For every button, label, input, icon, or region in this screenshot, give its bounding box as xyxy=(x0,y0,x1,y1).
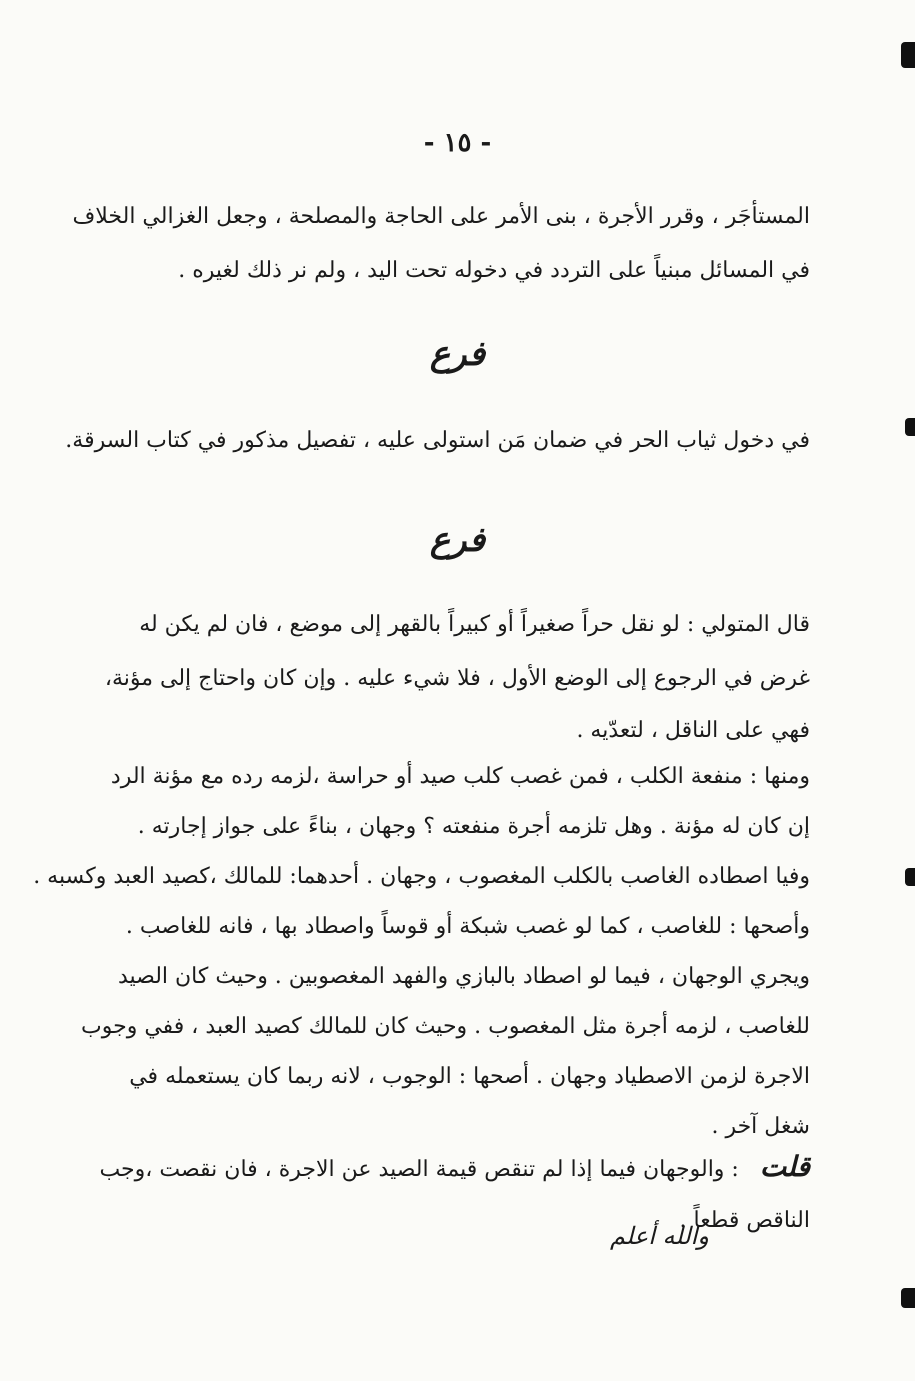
text-line: إن كان له مؤنة . وهل تلزمه أجرة منفعته ؟ وجهان ، بناءً على جواز إجارته . xyxy=(137,814,810,839)
section-heading: فرع xyxy=(429,520,486,560)
text-line: الناقص قطعاً . xyxy=(679,1208,810,1233)
text-line: في المسائل مبنياً على التردد في دخوله تحت اليد ، ولم نر ذلك لغيره . xyxy=(178,258,810,283)
text-line: وفيا اصطاده الغاصب بالكلب المغصوب ، وجهان . أحدهما: للمالك ،كصيد العبد وكسبه . xyxy=(33,864,810,889)
text-line: غرض في الرجوع إلى الوضع الأول ، فلا شيء عليه . وإن كان واحتاج إلى مؤنة، xyxy=(104,666,810,691)
edge-mark-bottom xyxy=(901,1288,915,1308)
section2-paragraph-2 xyxy=(33,752,810,1152)
text-line: ومنها : منفعة الكلب ، فمن غصب كلب صيد أو حراسة ،لزمه رده مع مؤنة الرد xyxy=(110,764,810,789)
text-line: في دخول ثياب الحر في ضمان مَن استولى عليه ، تفصيل مذكور في كتاب السرقة. xyxy=(65,428,810,453)
qult-label: قلت xyxy=(759,1150,810,1183)
text-line: شغل آخر . xyxy=(711,1114,810,1139)
text-line: وأصحها : للغاصب ، كما لو غصب شبكة أو قوساً واصطاد بها ، فانه للغاصب . xyxy=(125,914,810,939)
section1-paragraph xyxy=(65,414,810,468)
section2-paragraph-1 xyxy=(98,598,810,756)
closing-phrase: والله أعلم xyxy=(610,1222,709,1250)
qult-text: : والوجهان فيما إذا لم تنقص قيمة الصيد عن الاجرة ، فان نقصت ،وجب xyxy=(99,1157,739,1182)
edge-mark-mid xyxy=(905,418,915,436)
text-line: فهي على الناقل ، لتعدّيه . xyxy=(576,718,810,743)
text-line xyxy=(98,1140,810,1194)
section-heading: فرع xyxy=(429,334,486,374)
text-line: الاجرة لزمن الاصطياد وجهان . أصحها : الوجوب ، لانه ربما كان يستعمله في xyxy=(129,1064,810,1089)
edge-mark-top xyxy=(901,42,915,68)
intro-paragraph xyxy=(72,190,810,298)
text-line: ويجري الوجهان ، فيما لو اصطاد بالبازي والفهد المغصوبين . وحيث كان الصيد xyxy=(117,964,810,989)
text-line: قال المتولي : لو نقل حراً صغيراً أو كبيراً بالقهر إلى موضع ، فان لم يكن له xyxy=(139,612,810,637)
text-line: المستأجَر ، وقرر الأجرة ، بنى الأمر على الحاجة والمصلحة ، وجعل الغزالي الخلاف xyxy=(72,204,810,229)
edge-mark-lower xyxy=(905,868,915,886)
page-number: - ١٥ - xyxy=(423,128,492,158)
text-line: للغاصب ، لزمه أجرة مثل المغصوب . وحيث كان للمالك كصيد العبد ، ففي وجوب xyxy=(81,1014,810,1039)
